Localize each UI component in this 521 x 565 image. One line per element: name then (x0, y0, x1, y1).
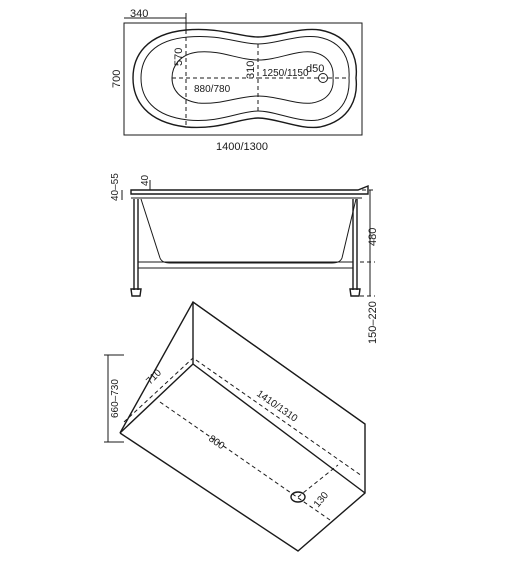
inner-width-label: 310 (245, 60, 257, 79)
inner-length-label: 1250/1150 (262, 68, 309, 79)
side-view (110, 173, 379, 344)
end-offset-label: 340 (130, 8, 149, 20)
iso-drain-offset-line (298, 465, 338, 497)
iso-bottom-length-label: 800 (206, 433, 227, 453)
rim-height-label: 40–55 (110, 173, 121, 201)
foot-left (131, 289, 141, 296)
iso-box-outline (120, 302, 365, 551)
iso-drain-offset-label: 130 (311, 490, 332, 510)
tub-rim-profile (131, 186, 368, 194)
iso-height-label: 660–730 (110, 379, 121, 418)
overall-width-label: 700 (111, 69, 123, 88)
foot-right (350, 289, 360, 296)
iso-width-label: 710 (144, 367, 164, 388)
leg-height-label: 150–220 (367, 301, 379, 344)
top-view (111, 8, 362, 153)
iso-bottom-line (160, 402, 330, 520)
overall-length-label: 1400/1300 (216, 141, 268, 153)
iso-width-line (124, 358, 193, 422)
iso-length-line (196, 360, 362, 476)
tub-body-profile (141, 199, 356, 263)
top-view-outline (124, 23, 362, 135)
rim-thickness-label: 40 (140, 174, 151, 186)
drain-diameter-label: d50 (306, 63, 325, 75)
depth-label: 480 (367, 227, 379, 246)
isometric-view (104, 302, 365, 551)
iso-length-label: 1410/1310 (254, 388, 300, 425)
iso-floor-edge (193, 364, 365, 493)
floor-length-label: 880/780 (194, 84, 231, 95)
basin-width-label: 570 (173, 47, 185, 66)
